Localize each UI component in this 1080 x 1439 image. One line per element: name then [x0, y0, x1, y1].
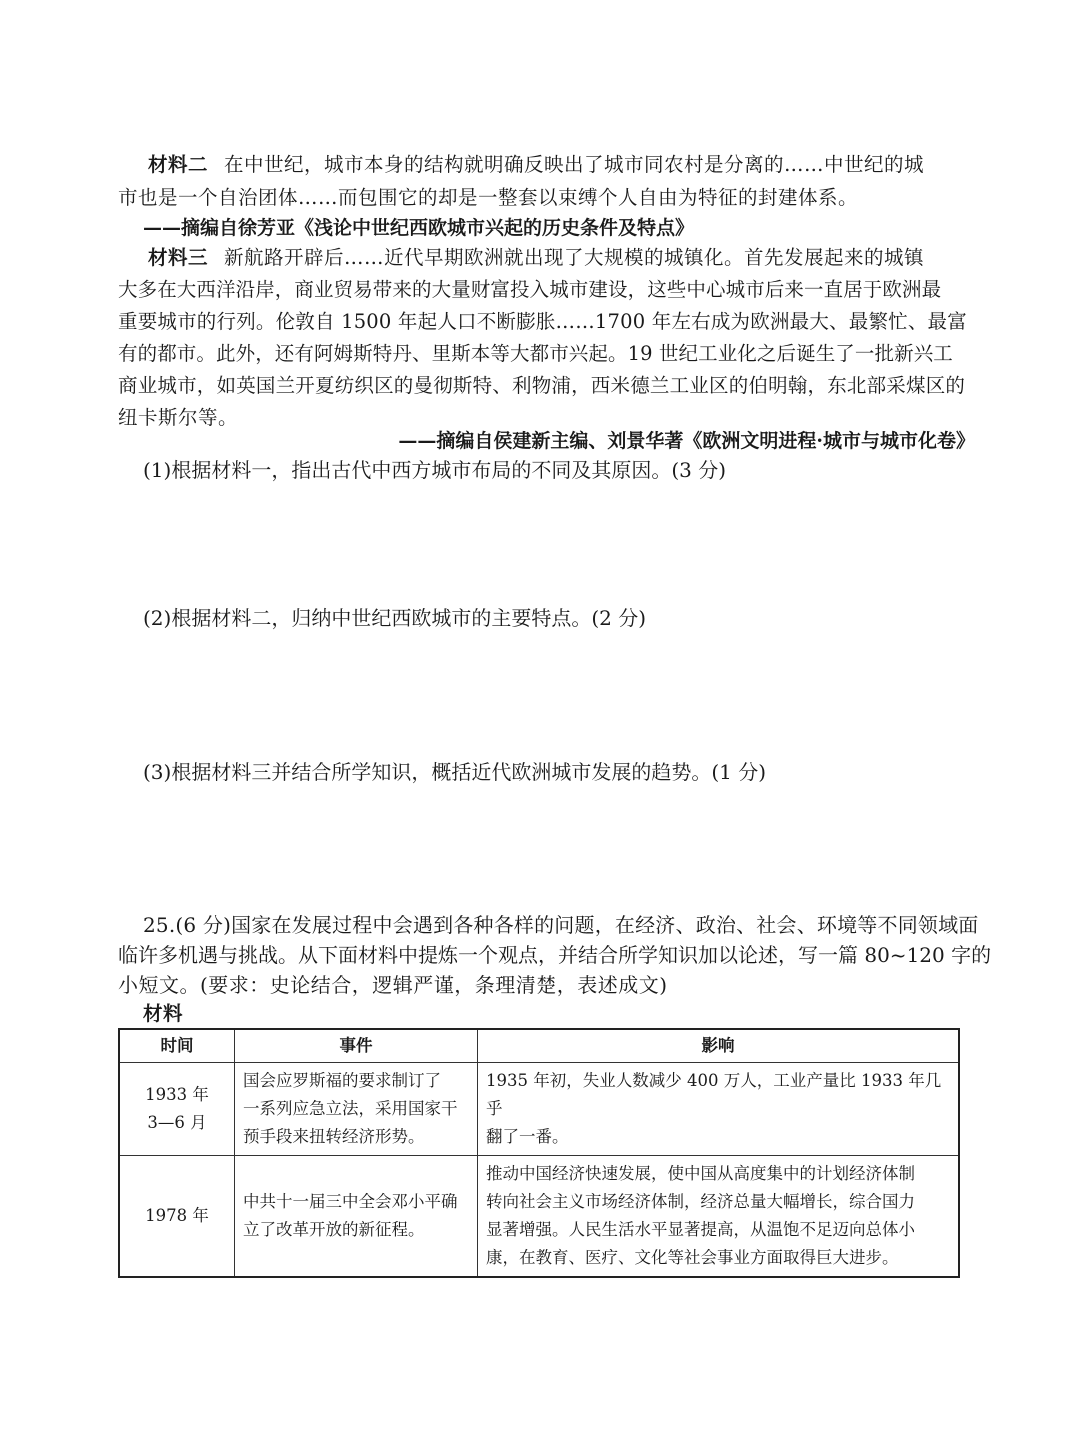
table-row [119, 1063, 959, 1156]
header-event: 事件 [235, 1029, 478, 1063]
q25-line1: 25.(6 分)国家在发展过程中会遇到各种各样的问题，在经济、政治、社会、环境等不同领域面 [143, 913, 979, 937]
material3-label: 材料三 [148, 246, 209, 269]
material2-line1: 材料二 在中世纪，城市本身的结构就明确反映出了城市同农村是分离的……中世纪的城 [148, 153, 925, 176]
material3-source: ——摘编自侯建新主编、刘景华著《欧洲文明进程·城市与城市化卷》 [398, 430, 975, 452]
material2-label: 材料二 [148, 153, 209, 176]
material3-line3: 重要城市的行列。伦敦自 1500 年起人口不断膨胀……1700 年左右成为欧洲最大、最繁忙、最富 [118, 310, 967, 333]
question-1: (1)根据材料一，指出古代中西方城市布局的不同及其原因。(3 分) [143, 458, 727, 482]
q25-line3: 小短文。(要求：史论结合，逻辑严谨，条理清楚，表述成文) [118, 973, 668, 997]
table-row [119, 1156, 959, 1278]
material3-line6: 纽卡斯尔等。 [118, 406, 239, 429]
material-label: 材料 [143, 1002, 184, 1025]
material3-line1: 材料三 新航路开辟后……近代早期欧洲就出现了大规模的城镇化。首先发展起来的城镇 [148, 246, 925, 269]
cell-event: 中共十一届三中全会邓小平确 立了改革开放的新征程。 [235, 1156, 478, 1278]
cell-impact: 1935 年初，失业人数减少 400 万人，工业产量比 1933 年几乎 翻了一番。 [478, 1063, 960, 1156]
material2-source: ——摘编自徐芳亚《浅论中世纪西欧城市兴起的历史条件及特点》 [143, 217, 695, 239]
question-3: (3)根据材料三并结合所学知识，概括近代欧洲城市发展的趋势。(1 分) [143, 760, 767, 784]
material2-line2: 市也是一个自治团体……而包围它的却是一整套以束缚个人自由为特征的封建体系。 [118, 186, 859, 209]
table-header-row [119, 1029, 959, 1063]
material3-line5: 商业城市，如英国兰开夏纺织区的曼彻斯特、利物浦，西米德兰工业区的伯明翰，东北部采煤区的 [118, 374, 966, 397]
cell-event: 国会应罗斯福的要求制订了 一系列应急立法，采用国家干 预手段来扭转经济形势。 [235, 1063, 478, 1156]
cell-impact: 推动中国经济快速发展，使中国从高度集中的计划经济体制 转向社会主义市场经济体制，经济总量大幅增长，综合国力 显著增强。人民生活水平显著提高，从温饱不足迈向总体小 康，在教育、医疗、文化等社会事业方面取得巨大进步。 [478, 1156, 960, 1278]
question-2: (2)根据材料二，归纳中世纪西欧城市的主要特点。(2 分) [143, 606, 647, 630]
header-impact: 影响 [478, 1029, 960, 1063]
q25-line2: 临许多机遇与挑战。从下面材料中提炼一个观点，并结合所学知识加以论述，写一篇 80~120 字的 [118, 943, 992, 967]
material3-line2: 大多在大西洋沿岸，商业贸易带来的大量财富投入城市建设，这些中心城市后来一直居于欧洲最 [118, 278, 942, 301]
header-time: 时间 [119, 1029, 235, 1063]
cell-time: 1933 年 3—6 月 [119, 1063, 235, 1156]
material-table [118, 1028, 960, 1278]
cell-time: 1978 年 [119, 1156, 235, 1278]
material3-line4: 有的都市。此外，还有阿姆斯特丹、里斯本等大都市兴起。19 世纪工业化之后诞生了一批新兴工 [118, 342, 953, 365]
